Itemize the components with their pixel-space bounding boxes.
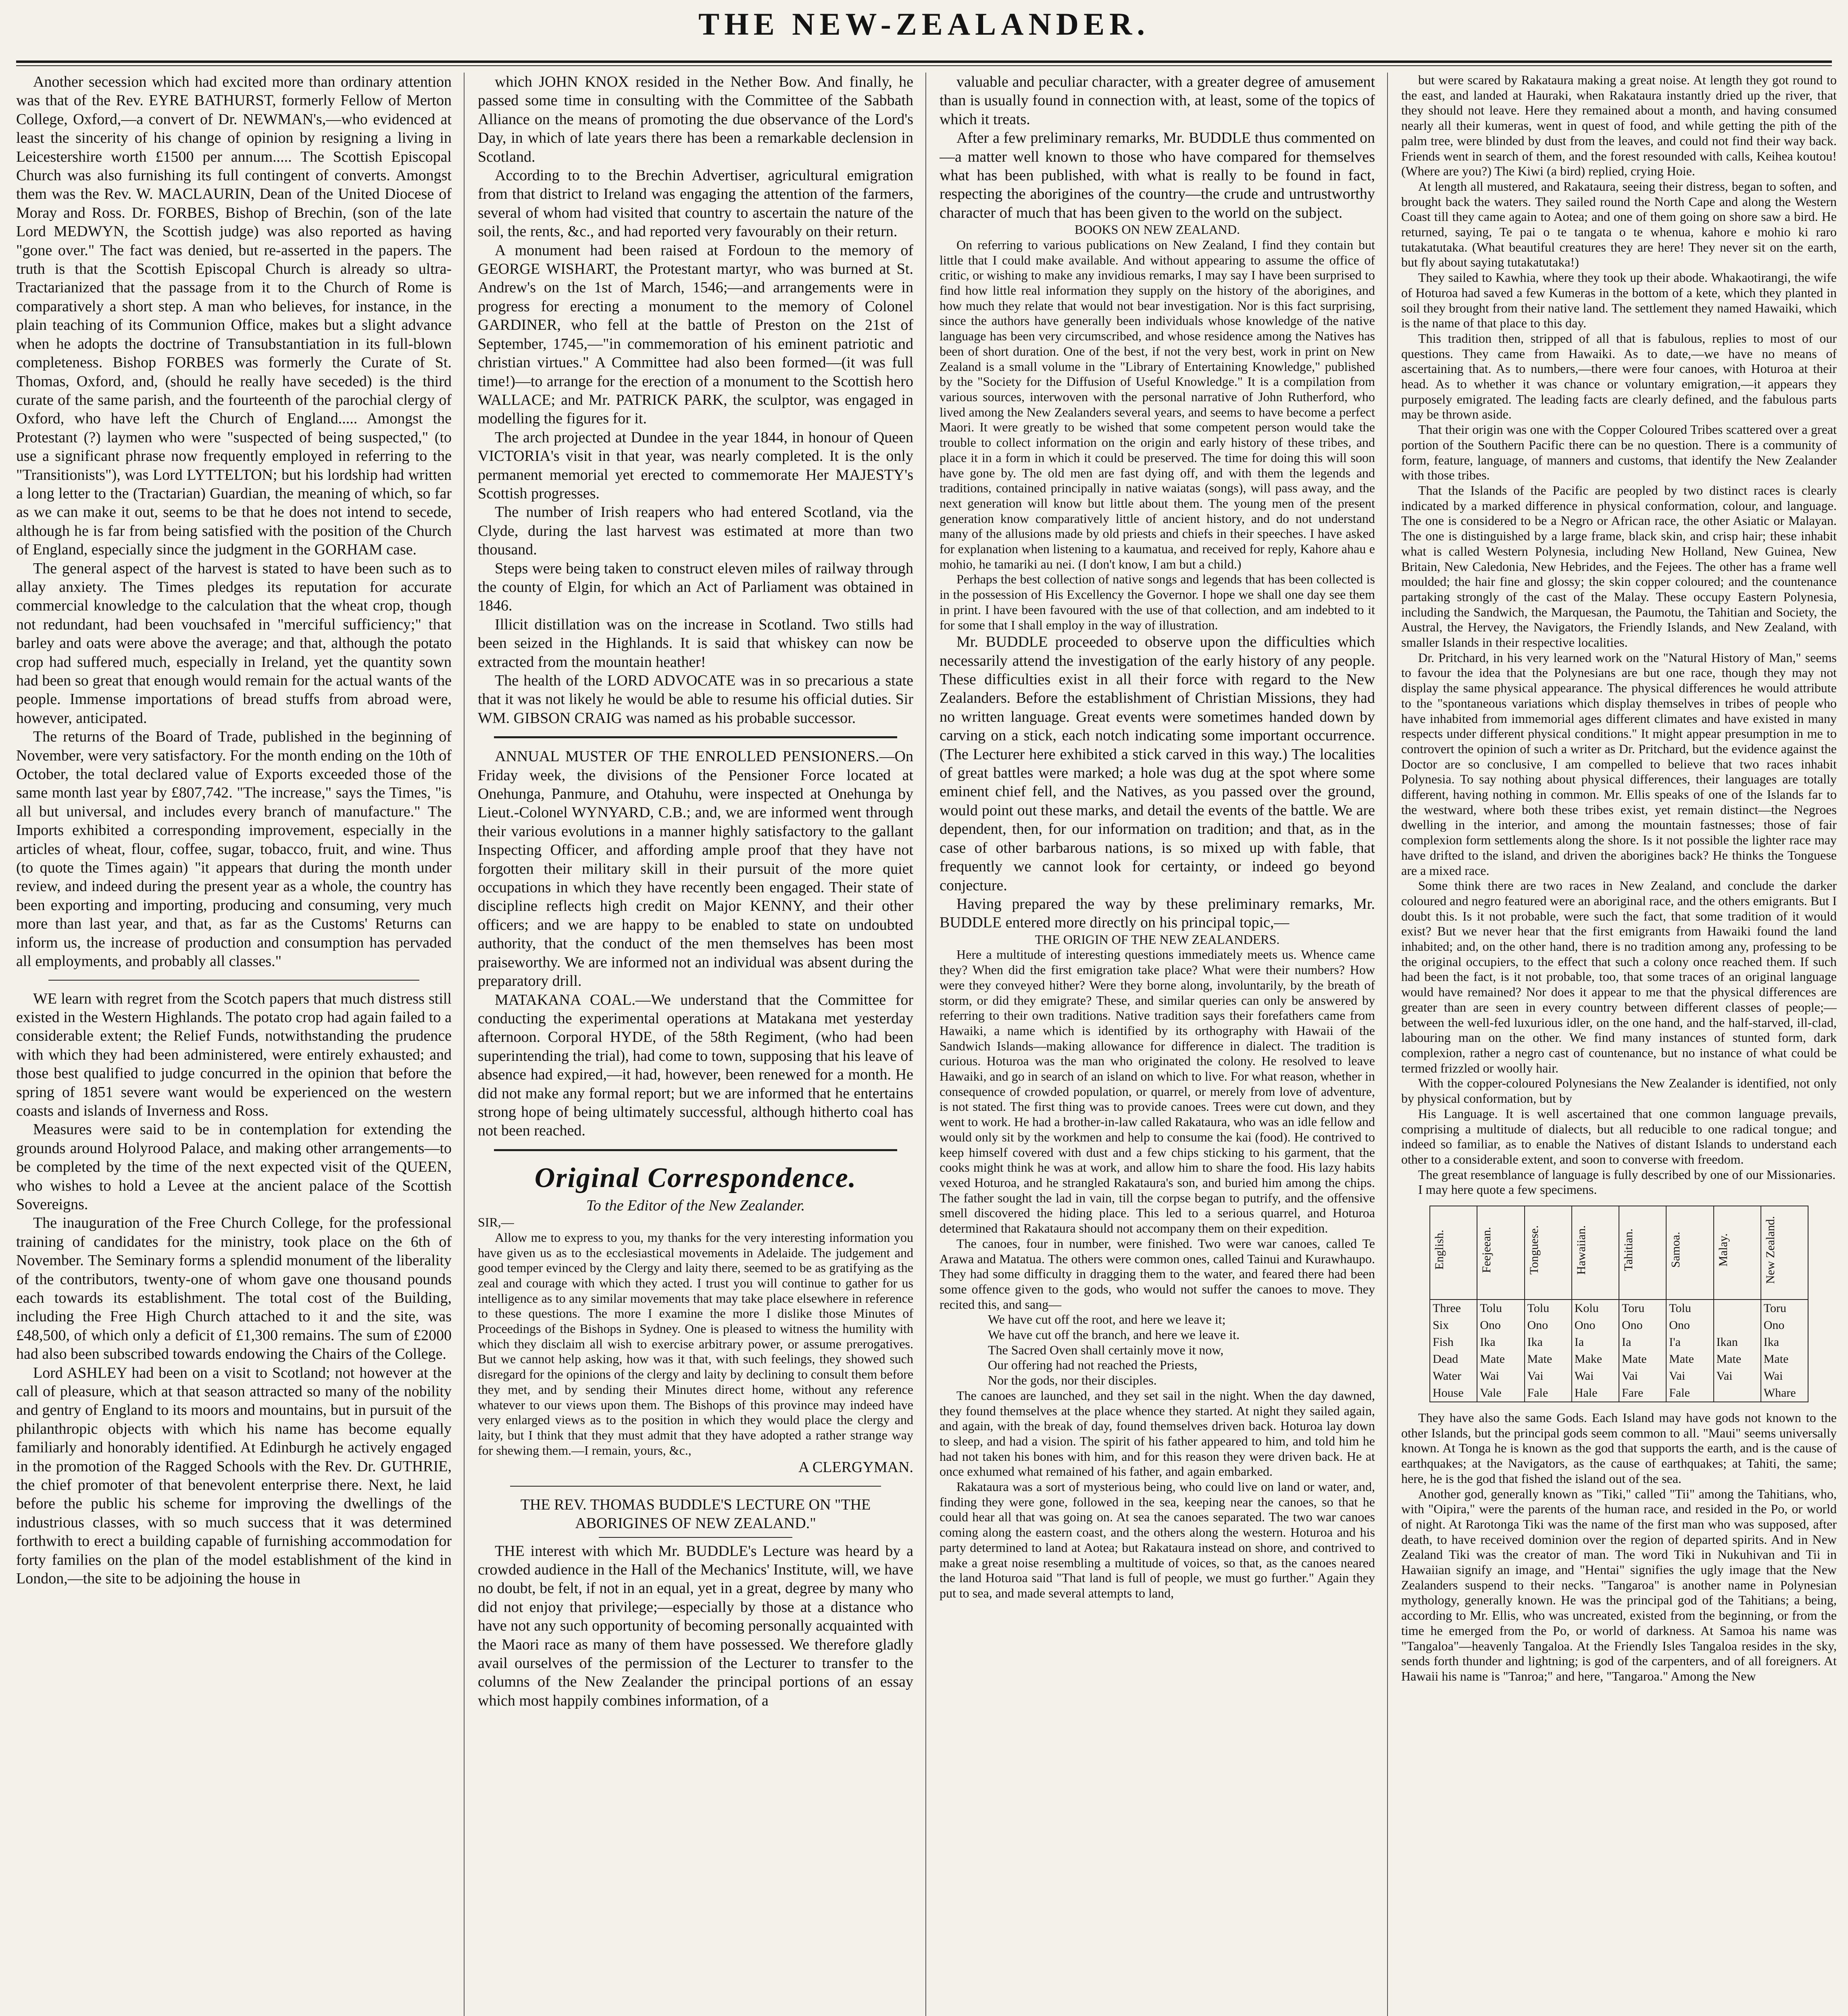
table-cell xyxy=(1714,1385,1761,1402)
table-cell: Tolu xyxy=(1477,1300,1524,1317)
table-cell: Kolu xyxy=(1572,1300,1619,1317)
paragraph-holyrood: Measures were said to be in contemplation for extending the grounds around Holyrood Palace, and making other arrangements—to be completed by the time of the next expected visit of the QUEEN, who wishes to hold a Levee at the ancient palace of the Scottish Sovereigns. xyxy=(16,1121,452,1213)
paragraph-two-races: That the Islands of the Pacific are peopled by two distinct races is clearly indicated by a marked difference in physical conformation, colour, and language. The one is considered to be a Negro or African race, the other Asiatic or Malayan. The one is distinguished by a large frame, black skin, and crisp hair; these inhabit what is called Western Polynesia, including New Holland, New Guinea, New Britain, New Caledonia, New Hebrides, and the Fejees. The other has a frame well moulded; the hair fine and glossy; the skin copper coloured; and the countenance partaking strongly of the cast of the Malay. These occupy Eastern Polynesia, including the Sandwich, the Marquesan, the Paumotu, the Tahitian and Society, the Austral, the Hervey, the Navigators, the Friendly Islands, and New Zealand, with smaller Islands in their respective localities. xyxy=(1401,483,1837,650)
to-editor-line: To the Editor of the New Zealander. xyxy=(586,1197,805,1214)
vocabulary-table xyxy=(1429,1206,1808,1402)
section-divider xyxy=(48,980,419,981)
table-cell: Fare xyxy=(1619,1385,1666,1402)
table-cell: Fale xyxy=(1666,1385,1713,1402)
paragraph-secessions: Another secession which had excited more than ordinary attention was that of the Rev. EYRE BATHURST, formerly Fellow of Merton College, Oxford,—a convert of Dr. NEWMAN's,—who evidenced at least the sincerity of his change of opinion by resigning a living in Leicestershire worth £1500 per annum..... The Scottish Episcopal Church was also furnishing its full contingent of converts. Amongst them was the Rev. W. MACLAURIN, Dean of the United Diocese of Moray and Ross. Dr. FORBES, Bishop of Brechin, (son of the late Lord MEDWYN, the Scottish judge) was also reported as having "gone over." The fact was denied, but re-asserted in the papers. The truth is that the Scottish Episcopal Church is already so ultra-Tractarianized that the passage from it to the Church of Rome is comparatively a short step. A man who believes, for instance, in the plain teaching of its Communion Office, makes but a slight advance when he adopts the doctrine of Transubstantiation in its full-blown completeness. Bishop FORBES was formerly the Curate of St. Thomas, Oxford, and, (should he really have seceded) is the third curate of the same parish, and the fourteenth of the parochial clergy of Oxford, who have left the Church of England..... Amongst the Protestant (?) laymen who were "suspected of being suspected," (to use a significant phrase now frequently employed in referring to the "Transitionists"), was Lord LYTTELTON; but his lordship had written a long letter to the (Tractarian) Guardian, the meaning of which, so far as we can make it out, seems to be that he does not intend to secede, although he is far from being satisfied with the position of the Church of England, especially since the judgment in the GORHAM case. xyxy=(16,73,452,558)
table-cell: Water xyxy=(1430,1368,1477,1385)
table-cell: Tolu xyxy=(1525,1300,1572,1317)
paragraph-principal-topic: Having prepared the way by these preliminary remarks, Mr. BUDDLE entered more directly on his principal topic,— xyxy=(940,895,1375,931)
letter-signature: A CLERGYMAN. xyxy=(798,1459,913,1476)
subheading-books: BOOKS ON NEW ZEALAND. xyxy=(1074,222,1240,237)
column-1 xyxy=(16,73,452,2016)
table-cell: Wai xyxy=(1761,1368,1808,1385)
table-cell: Vale xyxy=(1477,1385,1524,1402)
table-cell: Vai xyxy=(1666,1368,1713,1385)
paragraph-specimens: I may here quote a few specimens. xyxy=(1418,1182,1597,1197)
paragraph-books: On referring to various publications on New Zealand, I find they contain but little that I could make available. And without appearing to assume the office of critic, or wishing to make any invidious remarks, I may say I have been surprised to find how little real information they supply on the history of the aborigines, and how much they relate that would not bear investigation. Nor is this fact surprising, since the authors have generally been individuals whose knowledge of the native language has been very circumscribed, and whose residence among the Natives has been of short duration. One of the best, if not the very best, work in print on New Zealand is a small volume in the "Library of Entertaining Knowledge," published by the "Society for the Diffusion of Useful Knowledge." It is a compilation from various sources, interwoven with the personal narrative of John Rutherford, who lived among the New Zealanders several years, and seems to have become a perfect Maori. It were greatly to be wished that some competent person would take the trouble to collect information on the origin and early history of these tribes, and place it in a form in which it could be preserved. The time for doing this will soon have gone by. The old men are fast dying off, and with them the legends and traditions, contained principally in native waiatas (songs), will pass away, and the next generation will know but little about them. The young men of the present generation know comparatively little of ancient history, and do not understand many of the allusions made by old priests and chiefs in their speeches. I have asked for explanation when listening to a kaumatua, and received for reply, Kahore ahau e mohio, he tamariki au nei. (I don't know, I am but a child.) xyxy=(940,237,1375,571)
column-header: English. xyxy=(1430,1206,1477,1300)
paragraph-lecture-intro: THE interest with which Mr. BUDDLE's Lecture was heard by a crowded audience in the Hall of the Mechanics' Institute, will, we have no doubt, be felt, if not in an equal, yet in a great, degree by many who did not enjoy that privilege;—especially by those at a distance who have not any such opportunity of becoming personally acquainted with the Maori race as many of them have possessed. We therefore gladly avail ourselves of the permission of the Lecturer to transfer to the columns of the New Zealander the principal portions of an essay which most happily combines information, of a xyxy=(478,1542,913,1709)
table-cell: Ono xyxy=(1666,1317,1713,1334)
lecture-title: THE REV. THOMAS BUDDLE'S LECTURE ON "THE ABORIGINES OF NEW ZEALAND." xyxy=(520,1496,871,1532)
verse-line: We have cut off the root, and here we leave it; xyxy=(988,1312,1226,1327)
table-cell: House xyxy=(1430,1385,1477,1402)
paragraph-canoes: The canoes, four in number, were finished. Two were war canoes, called Te Arawa and Matatua. The others were common ones, called Tainui and Kurawhaupo. They had some difficulty in dragging them to the water, and feared there had been some offence given to the gods, who would not suffer the canoes to move. They recited this, and sang— xyxy=(940,1236,1375,1312)
paragraph-gods: They have also the same Gods. Each Island may have gods not known to the other Islands, but the principal gods seem common to all. "Maui" seems universally known. At Tonga he is known as the god that supports the earth, and is the cause of earthquakes; at the Navigators, as the cause of earthquakes; at Tahiti, the same; here, he is the god that fished the island out of the sea. xyxy=(1401,1410,1837,1486)
table-cell: Vai xyxy=(1525,1368,1572,1385)
paragraph-difficulties: Mr. BUDDLE proceeded to observe upon the difficulties which necessarily attend the investigation of the early history of any people. These difficulties exist in all their force with regard to the New Zealanders. Before the establishment of Christian Missions, they had no written language. Great events were sometimes handed down by carving on a stick, each notch indicating some important occurrence. (The Lecturer here exhibited a stick carved in this way.) The localities of great battles were marked; a hole was dug at the spot where some eminent chief fell, and the Natives, as you passed over the ground, would point out these marks, and detail the events of the battle. We are dependent, then, for our information on tradition; and that, as in the case of other barbarous nations, is so mixed up with fable, that frequently we cannot look for certainty, or indeed go beyond conjecture. xyxy=(940,633,1375,894)
column-header: Feejeean. xyxy=(1477,1206,1524,1300)
column-header: Tahitian. xyxy=(1619,1206,1666,1300)
table-cell: Wai xyxy=(1572,1368,1619,1385)
paragraph-lord-ashley: Lord ASHLEY had been on a visit to Scotland; not however at the call of pleasure, which at that season attracted so many of the nobility and gentry of England to its moors and mountains, but in pursuit of the philanthropic objects with which his name has become equally familiarly and honorably identified. At Edinburgh he actively engaged in the promotion of the Ragged Schools with the Rev. Dr. GUTHRIE, the chief promoter of that benevolent enterprise there. Next, he laid before the public his scheme for improving the dwellings of the industrious classes, with so much success that it was determined forthwith to erect a building capable of furnishing accommodation for forty families on the plan of the model establishment of the kind in London,—the site to be adjoining the house in xyxy=(16,1364,452,1587)
verse-line: We have cut off the branch, and here we leave it. xyxy=(988,1327,1240,1342)
paragraph-hauraki: but were scared by Rakataura making a great noise. At length they got round to the east, and landed at Hauraki, when Rakataura instantly dried up the river, that they should not leave. Here they remained about a month, and having consumed nearly all their kumeras, went in quest of food, and while getting the pith of the palm tree, were blinded by dust from the leaves, and could not find their way back. Friends went in search of them, and the forest resounded with calls, Keihea koutou! (Where are you?) The Kiwi (a bird) replied, crying Hoie. xyxy=(1401,73,1837,179)
paragraph-matakana-coal: MATAKANA COAL.—We understand that the Committee for conducting the experimental operations at Matakana met yesterday afternoon. Corporal HYDE, of the 58th Regiment, (who had been superintending the trial), had come to town, supposing that his leave of absence had expired,—it had, however, been renewed for a month. He did not make any formal report; but we are informed that he entertains strong hope of being ultimately successful, although hitherto coal has not been reached. xyxy=(478,991,913,1139)
correspondence-heading: Original Correspondence. xyxy=(534,1162,857,1193)
table-cell: Mate xyxy=(1714,1351,1761,1368)
column-rule xyxy=(925,73,926,2016)
table-cell: Fish xyxy=(1430,1334,1477,1351)
table-cell: Mate xyxy=(1477,1351,1524,1368)
table-cell: Ono xyxy=(1525,1317,1572,1334)
section-divider xyxy=(494,1149,897,1151)
paragraph-lecture-cont: valuable and peculiar character, with a greater degree of amusement than is usually found in connection with, at least, some of the topics of which it treats. xyxy=(940,73,1375,128)
table-cell: Ika xyxy=(1477,1334,1524,1351)
paragraph-native-songs: Perhaps the best collection of native songs and legends that has been collected is in the possession of His Excellency the Governor. I hope we shall one day see them in print. I have been favoured with the use of that collection, and am indebted to it for some that I shall employ in the way of illustration. xyxy=(940,572,1375,632)
paragraph-john-knox: which JOHN KNOX resided in the Nether Bow. And finally, he passed some time in consulting with the Committee of the Sabbath Alliance on the means of promoting the due observance of the Lord's Day, in which of late years there has been a remarkable declension in Scotland. xyxy=(478,73,913,165)
paragraph-identified: With the copper-coloured Polynesians the New Zealander is identified, not only by physical conformation, but by xyxy=(1401,1076,1837,1106)
table-cell: Whare xyxy=(1761,1385,1808,1402)
table-cell xyxy=(1714,1300,1761,1317)
paragraph-resemblance: The great resemblance of language is fully described by one of our Missionaries. xyxy=(1418,1167,1836,1182)
paragraph-preliminary: After a few preliminary remarks, Mr. BUDDLE thus commented on—a matter well known to those who have compared for themselves what has been published, with what is really to be found in fact, respecting the aborigines of the country—the crude and untrustworthy character of much that has been given to the world on the subject. xyxy=(940,129,1375,221)
table-cell: Wai xyxy=(1477,1368,1524,1385)
table-cell: I'a xyxy=(1666,1334,1713,1351)
table-cell: Vai xyxy=(1714,1368,1761,1385)
paragraph-pritchard: Dr. Pritchard, in his very learned work on the "Natural History of Man," seems to favour the idea that the Polynesians are but one race, though they may not display the same physical appearance. The physical differences he would attribute to the "spontaneous variations which display themselves in tribes of people who have inhabited from immemorial ages different climates and have existed in many respects under different physical conditions." It might appear presumption in me to controvert the opinion of such a writer as Dr. Pritchard, but the evidence against the Doctor are so conclusive, I am compelled to believe that two races inhabit Polynesia. To say nothing about physical differences, their languages are totally different, having nothing in common. Mr. Ellis speaks of one of the Islands far to the westward, where both these tribes exist, yet remain distinct—the Negroes dwelling in the interior, and among the mountain fastnesses; those of fair complexion form settlements along the shore. Is it not possible the lighter race may have drifted to the island, and driven the aborigines back? He thinks the Tonguese are a mixed race. xyxy=(1401,650,1837,878)
table-cell: Ika xyxy=(1525,1334,1572,1351)
paragraph-highlands-distress: WE learn with regret from the Scotch papers that much distress still existed in the Western Highlands. The potato crop had again failed to a considerable extent; the Relief Funds, notwithstanding the prudence with which they had been administered, were entirely exhausted; and those best qualified to judge concurred in the opinion that before the spring of 1851 severe want would be experienced on the western coasts and islands of Inverness and Ross. xyxy=(16,990,452,1119)
table-row xyxy=(1430,1334,1808,1351)
column-3 xyxy=(940,73,1375,2016)
section-divider xyxy=(510,1486,881,1487)
table-cell: Ono xyxy=(1761,1317,1808,1334)
table-cell: Six xyxy=(1430,1317,1477,1334)
table-cell: Make xyxy=(1572,1351,1619,1368)
table-cell: Ikan xyxy=(1714,1334,1761,1351)
table-cell: Mate xyxy=(1666,1351,1713,1368)
paragraph-irish-reapers: The number of Irish reapers who had entered Scotland, via the Clyde, during the last harvest was estimated at more than two thousand. xyxy=(478,504,913,558)
table-cell: Ono xyxy=(1572,1317,1619,1334)
table-cell: Ia xyxy=(1619,1334,1666,1351)
masthead-rule xyxy=(16,60,1832,63)
subheading-origin: THE ORIGIN OF THE NEW ZEALANDERS. xyxy=(1035,932,1280,947)
paragraph-dundee-arch: The arch projected at Dundee in the year 1844, in honour of Queen VICTORIA's visit in that year, was nearly completed. It is the only permanent memorial yet erected to commemorate Her MAJESTY's Scottish progresses. xyxy=(478,429,913,502)
table-cell: Toru xyxy=(1619,1300,1666,1317)
paragraph-board-of-trade: The returns of the Board of Trade, published in the beginning of November, were very satisfactory. For the month ending on the 10th of October, the total declared value of Exports exceeded those of the same month last year by £807,742. "The increase," says the Times, "is all but universal, and includes every branch of manufacture." The Imports exhibited a corresponding improvement, especially in the articles of wheat, flour, coffee, sugar, tobacco, fruit, and wine. Thus (to quote the Times again) "it appears that during the month under review, and indeed during the present year as a whole, the country has been exporting and importing, producing and consuming, very much more than last year, and that, as far as the Customs' Returns can inform us, the increase of production and consumption has pervaded all employments, and probably all classes." xyxy=(16,728,452,970)
short-divider xyxy=(599,1537,792,1538)
column-header: Hawaiian. xyxy=(1572,1206,1619,1300)
table-cell: Ika xyxy=(1761,1334,1808,1351)
table-row xyxy=(1430,1385,1808,1402)
section-divider xyxy=(494,736,897,738)
table-cell: Fale xyxy=(1525,1385,1572,1402)
vocabulary-header-row xyxy=(1430,1206,1808,1300)
table-cell: Mate xyxy=(1619,1351,1666,1368)
table-cell: Hale xyxy=(1572,1385,1619,1402)
paragraph-kawhia: They sailed to Kawhia, where they took up their abode. Whakaotirangi, the wife of Hoturoa had saved a few Kumeras in the bottom of a kete, which they planted in soil they brought from their native land. The settlement they named Hawaiki, which is the name of that place to this day. xyxy=(1401,270,1837,331)
column-header: Samoa. xyxy=(1666,1206,1713,1300)
paragraph-launch: The canoes are launched, and they set sail in the night. When the day dawned, they found themselves at the place whence they started. At night they sailed again, and again, with the break of day, found themselves driven back. Hoturoa lay down to sleep, and had a vision. The spirit of his father appeared to him, and told him he had not taken his bones with him, and for this reason they were driven back. He at once exhumed what remained of his father, and again embarked. xyxy=(940,1388,1375,1479)
table-row xyxy=(1430,1368,1808,1385)
verse-line: The Sacred Oven shall certainly move it now, xyxy=(988,1342,1224,1357)
paragraph-tiki: Another god, generally known as "Tiki," called "Tii" among the Tahitians, who, with "Oipira," were the parents of the human race, and resided in the Po, or world of night. At Rarotonga Tiki was the name of the first man who was supposed, after death, to have received dominion over the region of departed spirits. And in New Zealand Tiki was the creator of man. The word Tiki in Nukuhivan and Tii in Hawaiian signify an image, and "Hentai" signifies the ugly image that the New Zealanders suspend to their necks. "Tangaroa" is another name in Polynesian mythology, generally known. He was the principal god of the Tahitians; a being, according to Mr. Ellis, who was uncreated, existed from the beginning, or from the time he emerged from the Po, or world of darkness. At Samoa his name was "Tangaloa"—heavenly Tangaloa. At the Friendly Isles Tangaloa resides in the sky, sends forth thunder and lightning; is god of the carpenters, and of all foreigners. At Hawaii his name is "Tanroa;" and here, "Tangaroa." Among the New xyxy=(1401,1486,1837,1683)
column-rule xyxy=(1387,73,1388,2016)
table-row xyxy=(1430,1351,1808,1368)
paragraph-railway: Steps were being taken to construct eleven miles of railway through the county of Elgin, for which an Act of Parliament was obtained in 1846. xyxy=(478,560,913,614)
paragraph-harvest: The general aspect of the harvest is stated to have been such as to allay anxiety. The Times pledges its reputation for accurate commercial knowledge to the calculation that the wheat crop, though not redundant, had been vouchsafed in "merciful sufficiency;" that barley and oats were above the average; and that, although the potato crop had suffered much, especially in Ireland, yet the quantity sown had been so great that enough would remain for the actual wants of the people. Immense importations of bread stuffs from abroad were, however, anticipated. xyxy=(16,560,452,727)
verse-line: Nor the gods, nor their disciples. xyxy=(988,1373,1157,1388)
paragraph-free-church-college: The inauguration of the Free Church College, for the professional training of candidates for the ministry, took place on the 6th of November. The Seminary forms a splendid monument of the liberality of the contributors, twenty-one of whom gave one thousand pounds each towards its establishment. The total cost of the Building, including the Free High Church attached to it and the site, was £48,500, of which only a deficit of £1,300 remains. The sum of £2000 had also been subscribed towards endowing the Chairs of the College. xyxy=(16,1214,452,1363)
table-cell: Toru xyxy=(1761,1300,1808,1317)
paragraph-pensioners-muster: ANNUAL MUSTER OF THE ENROLLED PENSIONERS.—On Friday week, the divisions of the Pensioner Force located at Onehunga, Panmure, and Otahuhu, were inspected at Onehunga by Lieut.-Colonel WYNYARD, C.B.; and, we are informed went through their various evolutions in a manner highly satisfactory to the gallant Inspecting Officer, and affording ample proof that they have not forgotten their military skill in their pursuit of the more quiet occupations in which they have recently been engaged. Their state of discipline reflects high credit on Major KENNY, and their other officers; and we are happy to be enabled to state on undoubted authority, that the conduct of the men themselves has been most praiseworthy. We are informed not an individual was absent during the preparatory drill. xyxy=(478,748,913,990)
table-cell: Tolu xyxy=(1666,1300,1713,1317)
paragraph-monuments: A monument had been raised at Fordoun to the memory of GEORGE WISHART, the Protestant martyr, who was burned at St. Andrew's on the 1st of March, 1546;—and arrangements were in progress for erecting a monument to the memory of Colonel GARDINER, who fell at the battle of Preston on the 21st of September, 1745,—"in commemoration of his eminent patriotic and christian virtues." A Committee had also been formed—(it was full time!)—to arrange for the erection of a monument to the Scottish hero WALLACE; and Mr. PATRICK PARK, the sculptor, was engaged in modelling the figures for it. xyxy=(478,242,913,427)
column-4 xyxy=(1401,73,1837,2016)
column-header: Tonguese. xyxy=(1525,1206,1572,1300)
paragraph-language: His Language. It is well ascertained that one common language prevails, comprising a multitude of dialects, but all reducible to one radical tongue; and indeed so familiar, as to enable the Natives of distant Islands to understand each other to a considerable extent, and soon to converse with freedom. xyxy=(1401,1106,1837,1166)
column-rule xyxy=(464,73,465,2016)
paragraph-copper-tribes: That their origin was one with the Copper Coloured Tribes scattered over a great portion of the Southern Pacific there can be no question. There is a community of form, feature, language, of manners and customs, that identify the New Zealander with those tribes. xyxy=(1401,422,1837,483)
table-cell: Mate xyxy=(1761,1351,1808,1368)
paragraph-rakataura: Rakataura was a sort of mysterious being, who could live on land or water, and, finding they were gone, followed in the sea, keeping near the canoes, so that he could hear all that was going on. At sea the canoes separated. The two war canoes coming along the eastern coast, and the others along the western. Hoturoa and his party determined to land at Aotea; but Rakataura instead on shore, and contrived to make a great noise resembling a multitude of voices, so that, as the canoes neared the land Hoturoa said "That land is full of people, we must go further." Again they put to sea, and made several attempts to land, xyxy=(940,1479,1375,1600)
masthead: THE NEW-ZEALANDER. xyxy=(698,6,1150,42)
masthead-rule-thin xyxy=(16,65,1832,66)
table-cell: Ono xyxy=(1619,1317,1666,1334)
letter-body: Allow me to express to you, my thanks for the very interesting information you have given us as to the ecclesiastical movements in Adelaide. The judgement and good temper evinced by the Clergy and laity there, seemed to be as gratifying as the zeal and courage with which they acted. I trust you will continue to gather for us intelligence as to any similar movements that may take place elsewhere in reference to these questions. The more I examine the more I dislike those Minutes of Proceedings of the Bishops in Sydney. One is pleased to witness the humility with which they disclaim all wish to exercise arbitrary power, or assume prerogatives. But we cannot help asking, how was it that, with such feelings, they showed such disregard for the opinions of the clergy and laity by declining to consult them before they met, and by sending their Minutes direct home, without any reference whatever to our views upon them. The Bishops of this province may indeed have very enlarged views as to the position in which they would place the clergy and laity, but I think that they must admit that they have adopted a rather strange way for shewing them.—I remain, yours, &c., xyxy=(478,1230,913,1458)
table-cell xyxy=(1714,1317,1761,1334)
verse-line: Our offering had not reached the Priests, xyxy=(988,1358,1198,1372)
table-cell: Three xyxy=(1430,1300,1477,1317)
table-row xyxy=(1430,1300,1808,1317)
table-cell: Dead xyxy=(1430,1351,1477,1368)
column-header: New Zealand. xyxy=(1761,1206,1808,1300)
paragraph-brechin: According to to the Brechin Advertiser, agricultural emigration from that district to Ireland was engaging the attention of the farmers, several of whom had visited that country to ascertain the nature of the soil, the rents, &c., and had reported very favourably on their return. xyxy=(478,167,913,240)
paragraph-tradition: This tradition then, stripped of all that is fabulous, replies to most of our questions. They came from Hawaiki. As to date,—we have no means of ascertaining that. As to numbers,—there were four canoes, with Hoturoa at their head. As to whether it was chance or voluntary emigration,—it appears they purposely emigrated. The leading facts are clearly defined, and the fabulous parts may be thrown aside. xyxy=(1401,331,1837,422)
paragraph-distillation: Illicit distillation was on the increase in Scotland. Two stills had been seized in the Highlands. It is said that whiskey can now be extracted from the mountain heather! xyxy=(478,616,913,671)
paragraph-two-races-nz: Some think there are two races in New Zealand, and conclude the darker coloured and negro featured were an aboriginal race, and the others emigrants. But I doubt this. Is it not probable, were such the fact, that some tradition of it would exist? But we never hear that the first emigrants from Hawaiki found the land inhabited; and, on the other hand, there is no tradition among any, professing to be the original occupiers, to the effect that such a colony once reached them. If such had been the fact, is it not probable, too, that some traces of an original language would have remained? Nor does it appear to me that the physical differences are greater than are seen in every country between different classes of people;—between the well-fed luxurious idler, on the one hand, and the half-starved, ill-clad, labouring man on the other. We find many instances of stunted form, dark complexion, rather a negro cast of countenance, but no instance of what could be termed frizzled or woolly hair. xyxy=(1401,878,1837,1075)
column-header: Malay. xyxy=(1714,1206,1761,1300)
table-cell: Ono xyxy=(1477,1317,1524,1334)
letter-salutation: SIR,— xyxy=(478,1215,514,1230)
table-cell: Mate xyxy=(1525,1351,1572,1368)
table-cell: Ia xyxy=(1572,1334,1619,1351)
paragraph-north-cape: At length all mustered, and Rakataura, seeing their distress, began to soften, and brought back the waters. They sailed round the North Cape and along the Western Coast till they came again to Aotea; and one of them going on shore saw a bird. He returned, saying, Te pai o te tangata o te whenua, kahore e mohio ki raro tutakatutaka. (What beautiful creatures they are here! They never sit on the earth, but fly about saying tutakatutaka!) xyxy=(1401,179,1837,270)
table-row xyxy=(1430,1317,1808,1334)
paragraph-origin: Here a multitude of interesting questions immediately meets us. Whence came they? When did the first emigration take place? What were their numbers? How were they conveyed hither? Were they borne along, involuntarily, by the breath of storm, or did they emigrate? These, and similar queries can only be answered by referring to their own traditions. Native tradition says their forefathers came from Hawaiki, a name which is identified by its orthography with Hawaii of the Sandwich Islands—making allowance for difference in dialect. The tradition is curious. Hoturoa was the man who originated the colony. He resolved to leave Hawaiki, and go in search of an island on which to live. For what reason, whether in consequence of crowded population, or quarrel, or merely from love of adventure, is not stated. The first thing was to provide canoes. Trees were cut down, and they went to work. He had a brother-in-law called Rakataura, who was an idle fellow and would only sit by the workmen and help to consume the kai (food). He contrived to keep himself covered with dust and a few chips sticking to his garment, that the cooks might think he was at work, and allow him to share the food. His lazy habits vexed Hoturoa, and he strangled Rakataura's son, and buried him among the chips. The father sought the lad in vain, till the corpse began to putrify, and the offensive smell discovered the hiding place. This led to a serious quarrel, and Hoturoa determined that Rakataura should not accompany them on their expedition. xyxy=(940,947,1375,1236)
table-cell: Vai xyxy=(1619,1368,1666,1385)
paragraph-lord-advocate: The health of the LORD ADVOCATE was in so precarious a state that it was not likely he would be able to resume his official duties. Sir WM. GIBSON CRAIG was named as his probable successor. xyxy=(478,672,913,727)
column-2 xyxy=(478,73,913,2016)
